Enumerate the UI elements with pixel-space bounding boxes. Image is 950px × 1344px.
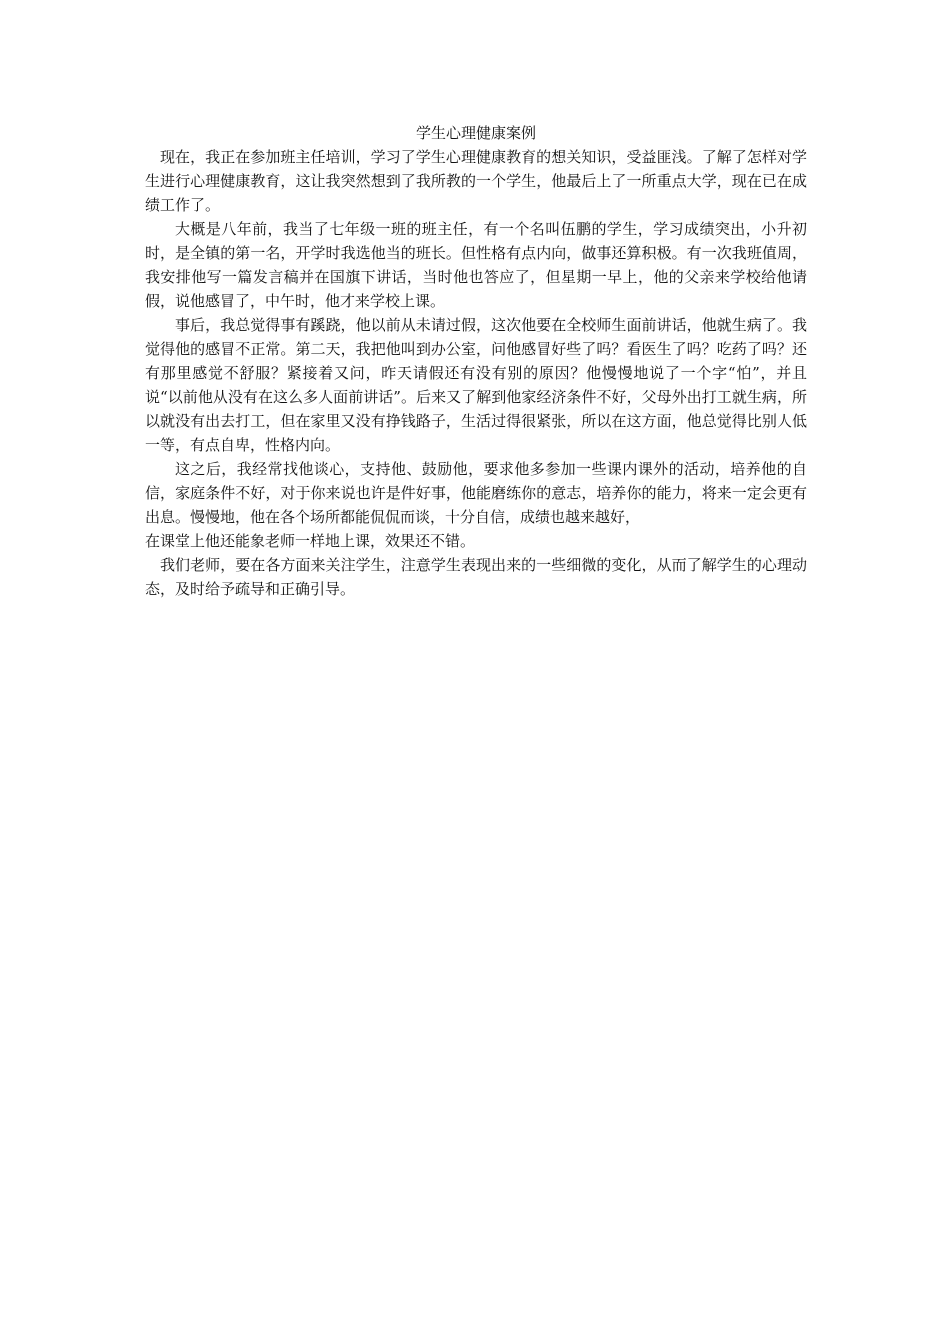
- document-title: 学生心理健康案例: [415, 124, 536, 142]
- paragraph-guidance-continuation: 在课堂上他还能象老师一样地上课，效果还不错。: [145, 532, 476, 550]
- document-body: [145, 121, 807, 601]
- paragraph-conclusion: 我们老师，要在各方面来关注学生，注意学生表现出来的一些细微的变化，从而了解学生的心理动态，及时给予疏导和正确引导。: [145, 556, 807, 598]
- paragraph-intro: 现在，我正在参加班主任培训，学习了学生心理健康教育的想关知识，受益匪浅。了解了怎样对学生进行心理健康教育，这让我突然想到了我所教的一个学生，他最后上了一所重点大学，现在已在成绩工作了。: [145, 148, 807, 214]
- paragraph-background: 大概是八年前，我当了七年级一班的班主任，有一个名叫伍鹏的学生，学习成绩突出，小升初时，是全镇的第一名，开学时我选他当的班长。但性格有点内向，做事还算积极。有一次我班值周，我安排他写一篇发言稿并在国旗下讲话，当时他也答应了，但星期一早上，他的父亲来学校给他请假，说他感冒了，中午时，他才来学校上课。: [145, 220, 807, 310]
- paragraph-guidance: 这之后，我经常找他谈心，支持他、鼓励他，要求他多参加一些课内课外的活动，培养他的自信，家庭条件不好，对于你来说也许是件好事，他能磨练你的意志，培养你的能力，将来一定会更有出息。慢慢地，他在各个场所都能侃侃而谈，十分自信，成绩也越来越好，: [145, 460, 807, 526]
- paragraph-analysis: 事后，我总觉得事有蹊跷，他以前从未请过假，这次他要在全校师生面前讲话，他就生病了。我觉得他的感冒不正常。第二天，我把他叫到办公室，问他感冒好些了吗？看医生了吗？吃药了吗？还有那里感觉不舒服？紧接着又问，昨天请假还有没有别的原因？他慢慢地说了一个字“怕”，并且说“以前他从没有在这么多人面前讲话”。后来又了解到他家经济条件不好，父母外出打工就生病，所以就没有出去打工，但在家里又没有挣钱路子，生活过得很紧张，所以在这方面，他总觉得比别人低一等，有点自卑，性格内向。: [145, 316, 807, 454]
